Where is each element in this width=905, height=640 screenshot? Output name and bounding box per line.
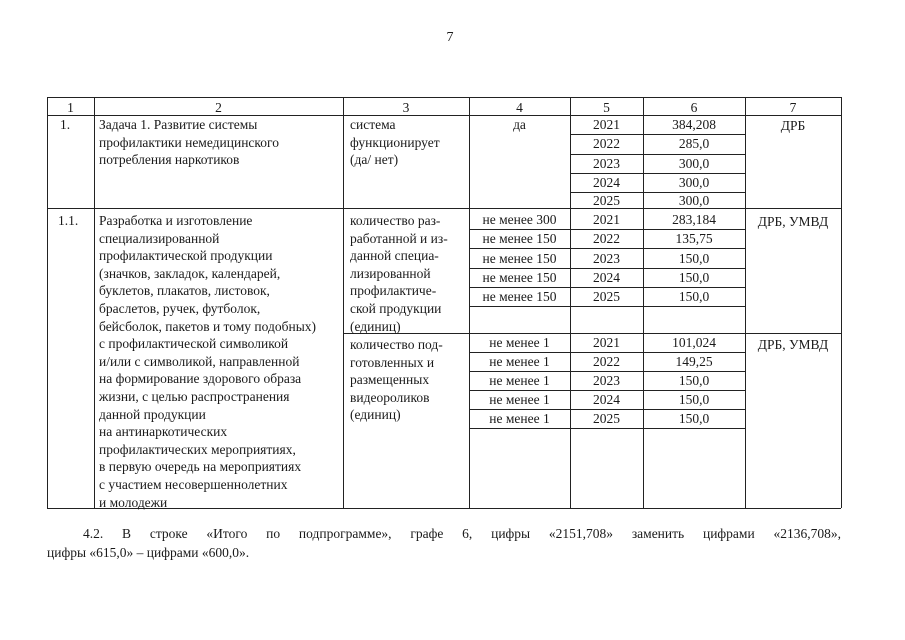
- task-title-line: потребления наркотиков: [99, 152, 240, 168]
- year-cell: 2025: [593, 411, 620, 426]
- amount-cell: 150,0: [678, 251, 710, 266]
- column-line: [841, 97, 842, 508]
- target-value: не менее 1: [489, 373, 550, 388]
- target-value: не менее 1: [489, 392, 550, 407]
- target-value: не менее 150: [482, 289, 557, 304]
- year-cell: 2021: [593, 212, 620, 227]
- target-value: не менее 1: [489, 411, 550, 426]
- year-cell: 2023: [593, 251, 620, 266]
- indicator-line: профилактиче-: [350, 283, 437, 299]
- row-number: 1.: [60, 117, 71, 132]
- amount-cell: 149,25: [675, 354, 713, 369]
- indicator-line: размещенных: [350, 372, 430, 388]
- amount-cell: 285,0: [678, 136, 710, 151]
- header-cell: 5: [603, 100, 610, 115]
- indicator-text: [350, 212, 448, 335]
- indicator-line: лизированной: [350, 265, 431, 281]
- amendment-paragraph-line-2: цифры «615,0» – цифрами «600,0».: [47, 545, 250, 560]
- indicator-text: [350, 336, 443, 424]
- column-line: [47, 97, 48, 508]
- column-line: [343, 97, 344, 508]
- indicator-line: количество под-: [350, 337, 443, 352]
- description-line: в первую очередь на мероприятиях: [99, 459, 302, 475]
- description-line: (значков, закладок, календарей,: [99, 265, 281, 281]
- year-cell: 2022: [593, 231, 620, 246]
- amount-cell: 300,0: [678, 175, 710, 190]
- target-value: не менее 1: [489, 335, 550, 350]
- target-value: не менее 300: [482, 212, 557, 227]
- description-line: специализированной: [99, 230, 220, 246]
- amount-cell: 384,208: [672, 117, 716, 132]
- description-line: жизни, с целью распространения: [99, 388, 290, 404]
- header-cell: 4: [516, 100, 523, 115]
- indicator-line: (единиц): [350, 407, 401, 423]
- table-border-top: [47, 97, 841, 98]
- executor: ДРБ: [780, 118, 806, 133]
- year-cell: 2022: [593, 136, 620, 151]
- executor: ДРБ, УМВД: [757, 337, 829, 352]
- indicator-line: система: [350, 117, 396, 132]
- description-line: на антинаркотических: [99, 424, 228, 440]
- description-line: с профилактической символикой: [99, 336, 289, 352]
- header-cell: 6: [690, 100, 698, 115]
- year-line: [469, 306, 745, 307]
- indicator-line: (единиц): [350, 318, 401, 334]
- year-cell: 2024: [593, 392, 620, 407]
- indicator-line: данной специа-: [350, 248, 439, 264]
- indicator-line: количество раз-: [350, 213, 441, 228]
- year-cell: 2022: [593, 354, 620, 369]
- description-line: профилактических мероприятиях,: [99, 441, 296, 457]
- amount-cell: 300,0: [678, 156, 710, 171]
- year-line: [469, 248, 745, 249]
- amount-cell: 150,0: [678, 392, 710, 407]
- indicator-line: работанной и из-: [350, 230, 448, 246]
- description-line: буклетов, плакатов, листовок,: [99, 283, 270, 299]
- description-line: данной продукции: [99, 406, 206, 422]
- year-cell: 2021: [593, 117, 620, 132]
- amount-cell: 135,75: [675, 231, 713, 246]
- target-value: не менее 150: [482, 251, 557, 266]
- amount-cell: 150,0: [678, 289, 710, 304]
- header-cell: 3: [402, 100, 410, 115]
- amendment-paragraph-line-1: 4.2. В строке «Итого по подпрограмме», графе 6, цифры «2151,708» заменить цифрами «2136,708»,: [83, 526, 841, 541]
- amount-cell: 150,0: [678, 373, 710, 388]
- page-number: 7: [446, 30, 454, 45]
- header-cell: 7: [789, 100, 797, 115]
- target-value: не менее 150: [482, 231, 557, 246]
- column-line: [94, 97, 95, 508]
- task-title: [99, 116, 279, 169]
- target-value: да: [513, 117, 526, 132]
- year-cell: 2025: [593, 193, 620, 208]
- indicator-line: (да/ нет): [350, 152, 399, 168]
- amount-cell: 150,0: [678, 270, 710, 285]
- amount-cell: 150,0: [678, 411, 710, 426]
- description-line: с участием несовершеннолетних: [99, 476, 288, 492]
- activity-description: [99, 212, 316, 511]
- year-line: [469, 428, 745, 429]
- amount-cell: 283,184: [672, 212, 716, 227]
- amount-cell: 300,0: [678, 193, 710, 208]
- header-cell: 2: [215, 100, 222, 115]
- description-line: и молодежи: [99, 494, 168, 510]
- task-title-line: Задача 1. Развитие системы: [99, 117, 258, 132]
- description-line: профилактической продукции: [99, 248, 273, 264]
- amount-cell: 101,024: [672, 335, 716, 350]
- year-cell: 2023: [593, 156, 620, 171]
- description-line: Разработка и изготовление: [99, 213, 253, 228]
- description-line: и/или с символикой, направленной: [99, 353, 300, 369]
- column-line: [745, 97, 746, 508]
- indicator-line: функционирует: [350, 134, 440, 150]
- year-cell: 2025: [593, 289, 620, 304]
- target-value: не менее 1: [489, 354, 550, 369]
- indicator-line: ской продукции: [350, 300, 442, 316]
- header-cell: 1: [67, 100, 74, 115]
- description-line: браслетов, ручек, футболок,: [99, 300, 261, 316]
- year-cell: 2024: [593, 175, 620, 190]
- task-title-line: профилактики немедицинского: [99, 134, 279, 150]
- indicator-text: [350, 116, 440, 169]
- indicator-line: видеороликов: [350, 389, 430, 405]
- executor: ДРБ, УМВД: [757, 214, 829, 229]
- indicator-line: готовленных и: [350, 354, 435, 370]
- target-value: не менее 150: [482, 270, 557, 285]
- year-cell: 2021: [593, 335, 620, 350]
- row-number: 1.1.: [58, 213, 79, 228]
- description-line: на формирование здорового образа: [99, 371, 302, 387]
- year-cell: 2023: [593, 373, 620, 388]
- description-line: бейсболок, пакетов и тому подобных): [99, 318, 317, 334]
- year-cell: 2024: [593, 270, 620, 285]
